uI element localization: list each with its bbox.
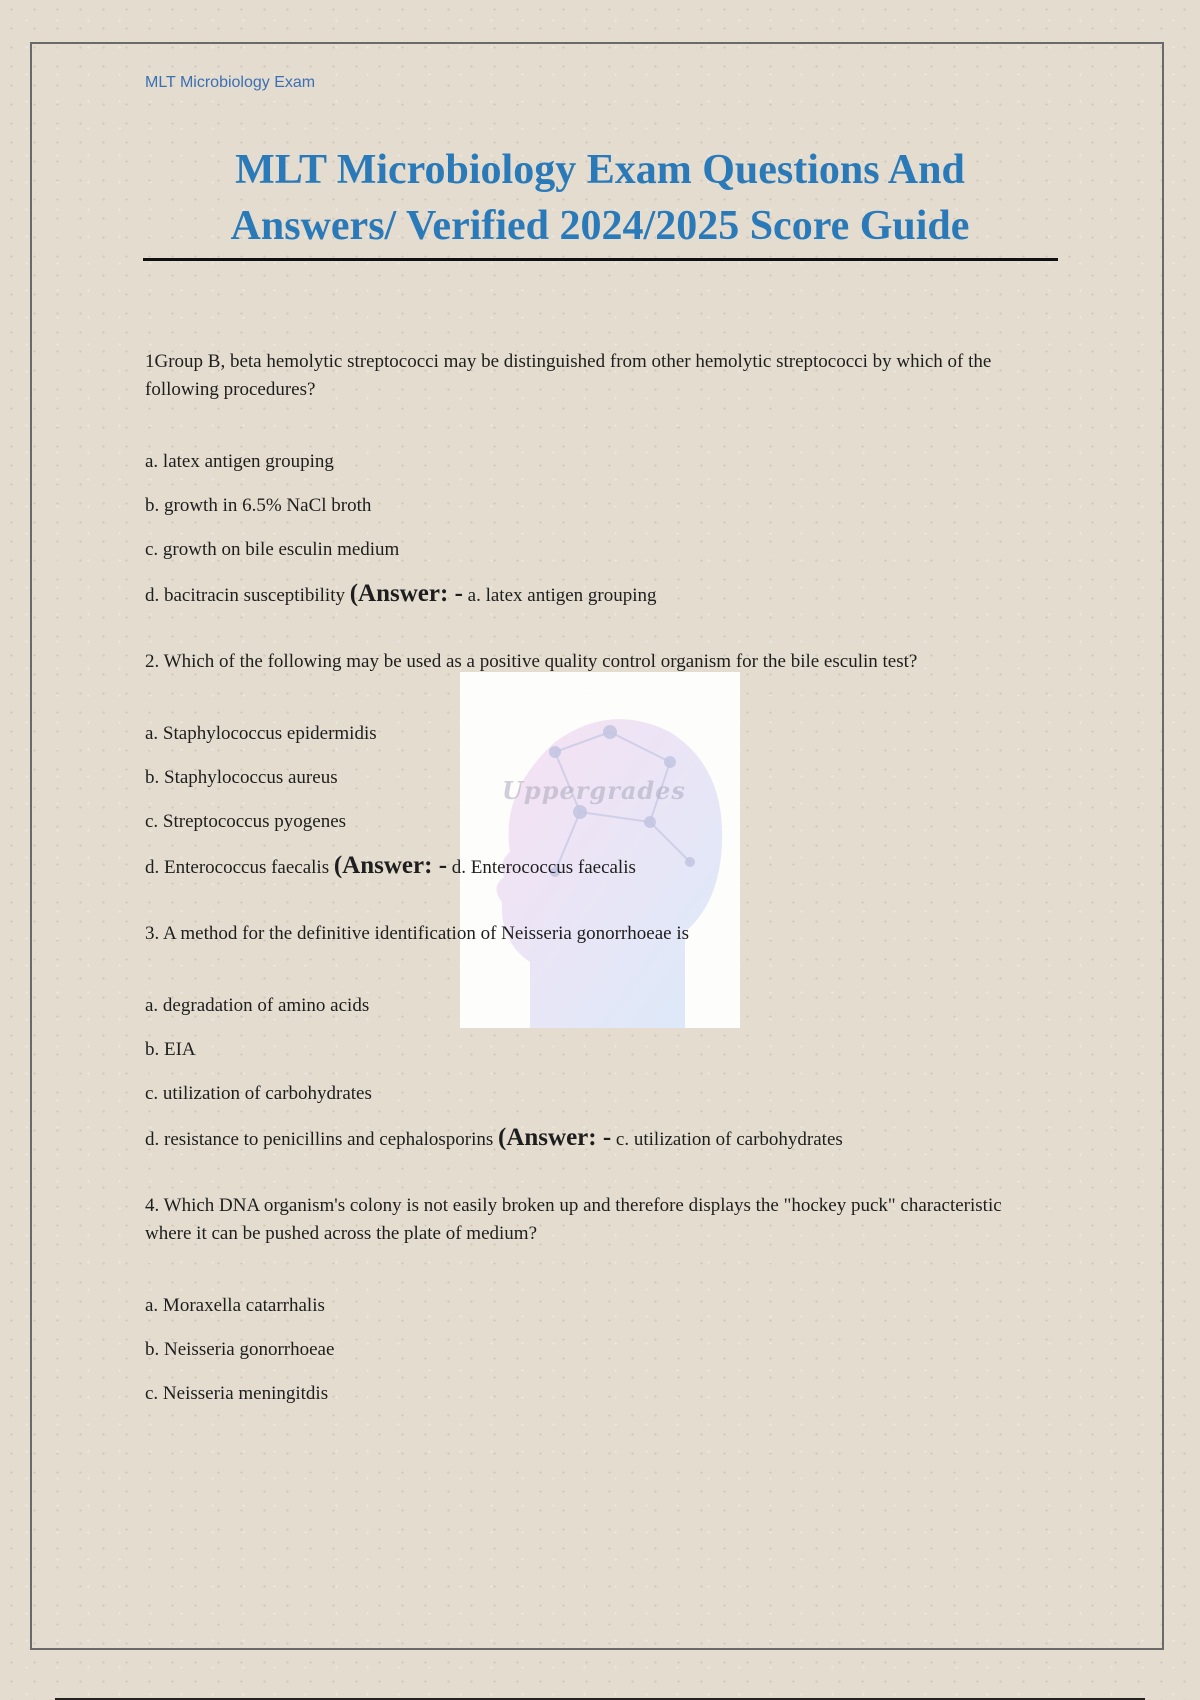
option-d: d. bacitracin susceptibility — [145, 585, 345, 606]
question-3 — [145, 920, 1045, 1154]
option-b: b. EIA — [145, 1039, 196, 1060]
option-b: b. Staphylococcus aureus — [145, 767, 338, 788]
title-line-2: Answers/ Verified 2024/2025 Score Guide — [230, 203, 970, 249]
option-c: c. utilization of carbohydrates — [145, 1083, 372, 1104]
title-underline — [143, 258, 1058, 261]
question-text: 4. Which DNA organism's colony is not easily broken up and therefore displays the "hockey puck" characteristic where it can be pushed across the plate of medium? — [145, 1195, 1002, 1244]
question-text: 1Group B, beta hemolytic streptococci may be distinguished from other hemolytic streptococci by which of the following procedures? — [145, 351, 992, 400]
question-2 — [145, 648, 1045, 882]
watermark-text: Uppergrades — [502, 776, 686, 805]
option-a: a. Staphylococcus epidermidis — [145, 723, 377, 744]
option-a: a. latex antigen grouping — [145, 451, 334, 472]
answer-label: (Answer: - — [333, 852, 448, 879]
document-title — [144, 142, 1056, 254]
running-header: MLT Microbiology Exam — [145, 74, 316, 91]
option-d-with-answer — [145, 852, 1045, 882]
option-d-with-answer — [145, 580, 1045, 610]
option-c: c. Neisseria meningitdis — [145, 1383, 329, 1404]
title-line-1: MLT Microbiology Exam Questions And — [235, 147, 965, 193]
question-text: 2. Which of the following may be used as a positive quality control organism for the bile esculin test? — [145, 651, 918, 672]
option-c: c. growth on bile esculin medium — [145, 539, 400, 560]
answer-label: (Answer: - — [498, 1124, 612, 1151]
answer-value: d. Enterococcus faecalis — [451, 857, 636, 878]
option-c: c. Streptococcus pyogenes — [145, 811, 347, 832]
option-d-with-answer — [145, 1124, 1045, 1154]
question-text: 3. A method for the definitive identification of Neisseria gonorrhoeae is — [145, 923, 689, 944]
option-b: b. Neisseria gonorrhoeae — [145, 1339, 335, 1360]
option-a: a. degradation of amino acids — [145, 995, 370, 1016]
question-list — [145, 348, 1045, 1446]
option-d: d. Enterococcus faecalis — [145, 857, 330, 878]
answer-label: (Answer: - — [349, 580, 463, 607]
answer-value: c. utilization of carbohydrates — [615, 1129, 843, 1150]
option-b: b. growth in 6.5% NaCl broth — [145, 495, 372, 516]
answer-value: a. latex antigen grouping — [467, 585, 657, 606]
question-1 — [145, 348, 1045, 610]
question-4 — [145, 1192, 1045, 1408]
option-d: d. resistance to penicillins and cephalosporins — [145, 1129, 494, 1150]
option-a: a. Moraxella catarrhalis — [145, 1295, 325, 1316]
